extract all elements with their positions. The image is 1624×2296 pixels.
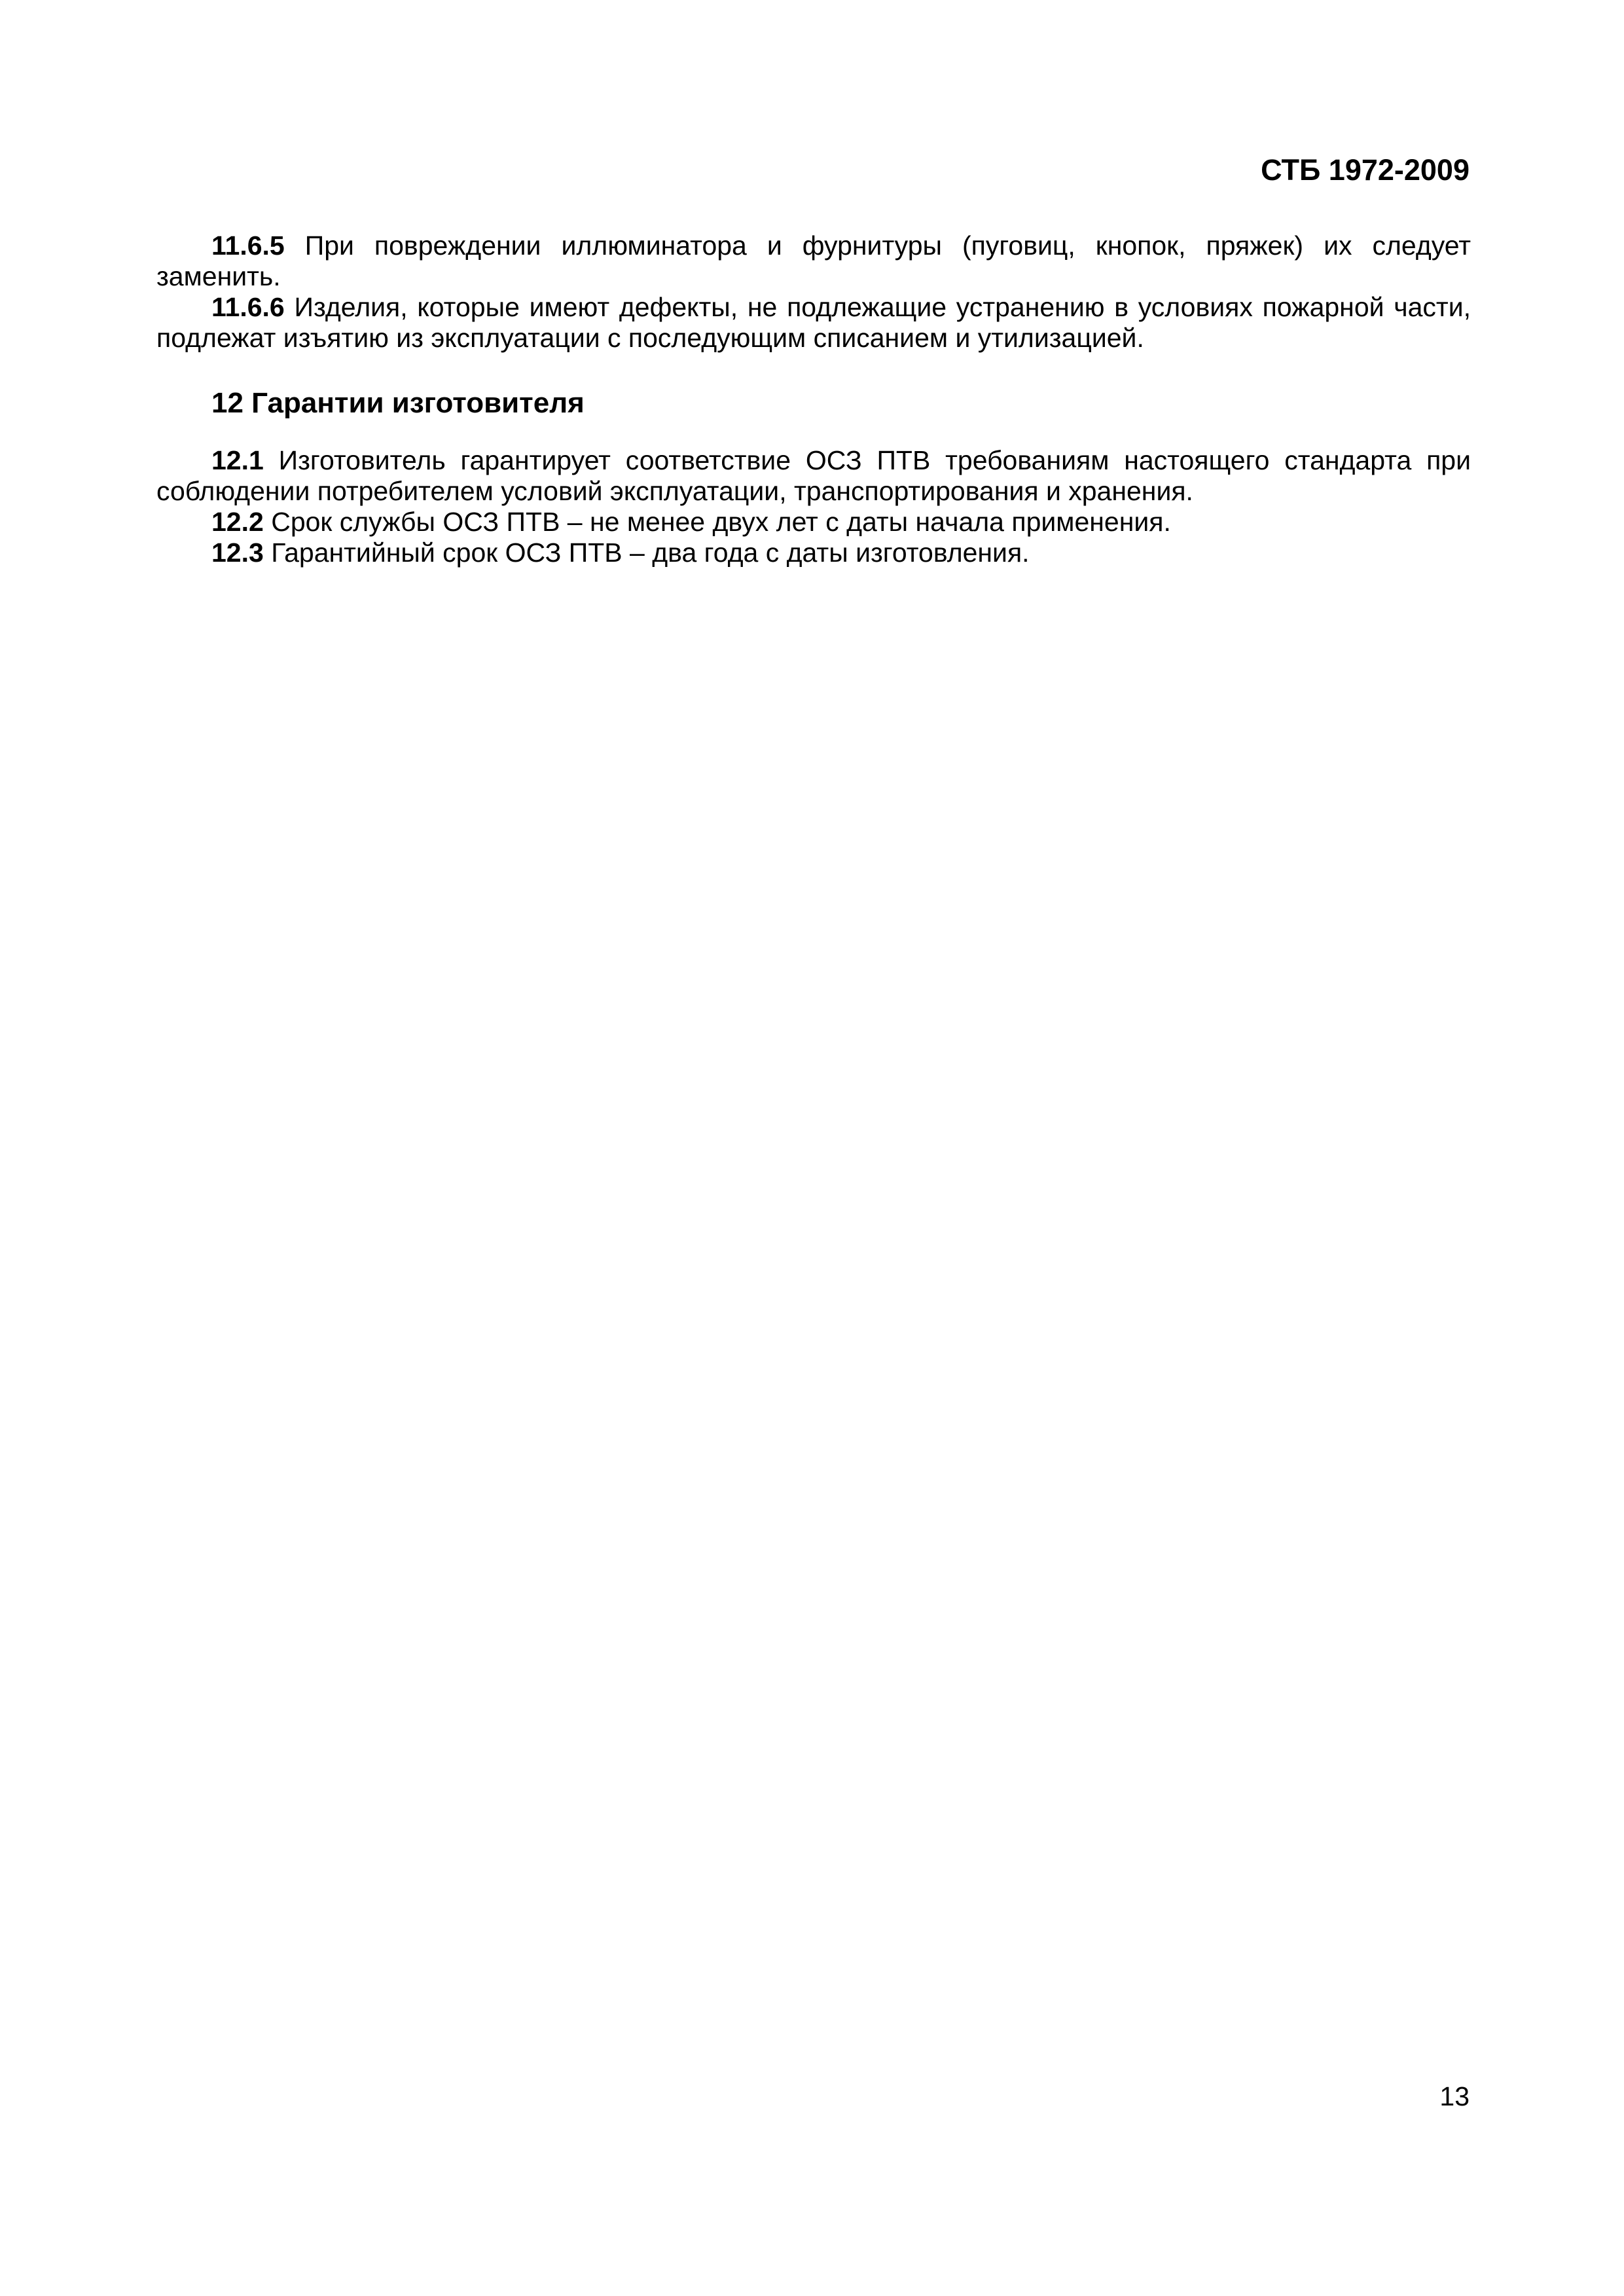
clause-12-2 bbox=[156, 507, 1471, 538]
page-content bbox=[156, 230, 1471, 568]
clause-number: 12.3 bbox=[211, 538, 264, 568]
clause-number: 11.6.5 bbox=[211, 230, 285, 261]
clause-number: 12.2 bbox=[211, 507, 264, 537]
page-number: 13 bbox=[1439, 2081, 1470, 2111]
section-heading: 12 Гарантии изготовителя bbox=[211, 387, 585, 419]
clause-text: При повреждении иллюминатора и фурнитуры (пуговиц, кнопок, пряжек) их следует заменить. bbox=[156, 230, 1471, 291]
clause-text: Изготовитель гарантирует соответствие ОСЗ ПТВ требованиям настоящего стандарта при соблюдении потребителем условий эксплуатации, транспортирования и хранения. bbox=[156, 445, 1471, 506]
clause-number: 12.1 bbox=[211, 445, 264, 475]
clause-text: Гарантийный срок ОСЗ ПТВ – два года с даты изготовления. bbox=[263, 538, 1030, 568]
clause-text: Изделия, которые имеют дефекты, не подлежащие устранению в условиях пожарной части, подлежат изъятию из эксплуатации с последующим списанием и утилизацией. bbox=[156, 292, 1471, 353]
clause-12-3 bbox=[156, 538, 1471, 568]
standard-id-header: СТБ 1972-2009 bbox=[1261, 153, 1470, 187]
clause-11-6-6 bbox=[156, 292, 1471, 354]
clause-text: Срок службы ОСЗ ПТВ – не менее двух лет с даты начала применения. bbox=[263, 507, 1171, 537]
clause-12-1 bbox=[156, 445, 1471, 507]
clause-number: 11.6.6 bbox=[211, 292, 285, 322]
clause-11-6-5 bbox=[156, 230, 1471, 292]
